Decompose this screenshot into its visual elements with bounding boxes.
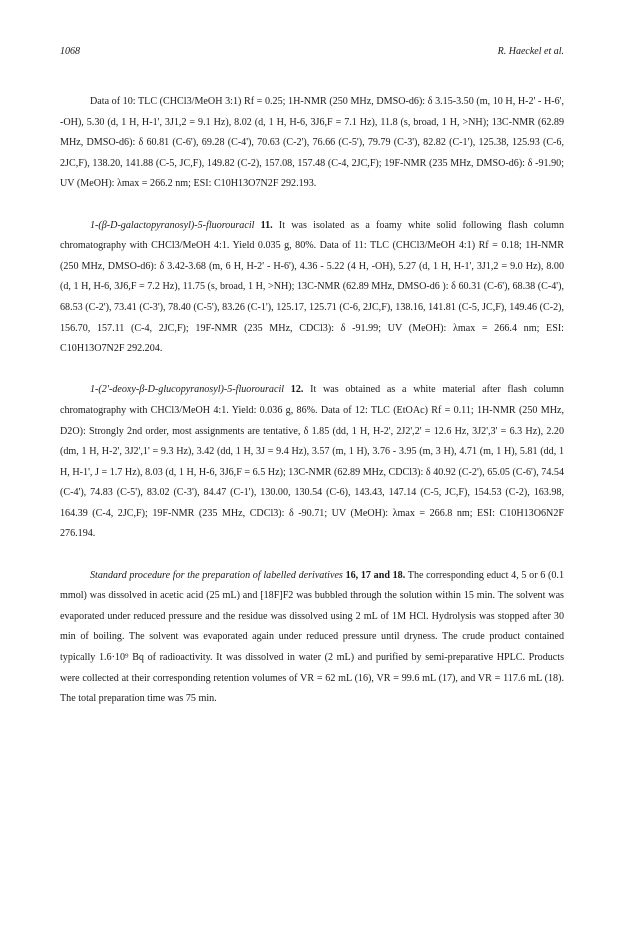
paragraph-text: Data of 10: TLC (CHCl3/MeOH 3:1) Rf = 0.25; 1H-NMR (250 MHz, DMSO-d6): δ 3.15-3.50 (m, 10 H, H-2' - H-6', -OH), 5.30 (d, 1 H, H-1', 3J1,2 = 9.1 Hz), 8.02 (d, 1 H, H-6, 3J6,F = 7.1 Hz), 11.8 (s, broad, 1 H, >NH); 13C-NMR (62.89 MHz, DMSO-d6): δ 60.81 (C-6'), 69.28 (C-4'), 70.63 (C-2'), 76.66 (C-5'), 79.79 (C-3'), 82.82 (C-1'), 125.38, 125.93 (C-6, 2JC,F), 138.20, 141.88 (C-5, JC,F), 149.82 (C-2), 157.08, 157.48 (C-4, 2JC,F); 19F-NMR (235 MHz, DMSO-d6): δ -91.90; UV (MeOH): λmax = 266.2 nm; ESI: C10H13O7N2F 292.193. [60,96,564,190]
paragraph-text: It was isolated as a foamy white solid following flash column chromatography with CHCl3/MeOH 4:1. Yield 0.035 g, 80%. Data of 11: TLC (CHCl3/MeOH 4:1) Rf = 0.18; 1H-NMR (250 MHz, DMSO-d6): δ 3.42-3.68 (m, 6 H, H-2' - H-6'), 4.36 - 5.22 (4 H, -OH), 5.27 (d, 1 H, H-1', 3J1,2 = 9.0 Hz), 8.00 (d, 1 H, H-6, 3J6,F = 7.2 Hz), 11.75 (s, broad, 1 H, >NH); 13C-NMR (62.89 MHz, DMSO-d6 ): δ 60.31 (C-6'), 68.38 (C-4'), 68.53 (C-2'), 73.41 (C-3'), 78.40 (C-5'), 83.26 (C-1'), 125.17, 125.71 (C-6, 2JC,F), 138.16, 141.81 (C-5, JC,F), 149.46 (C-2), 156.70, 157.11 (C-4, 2JC,F); 19F-NMR (235 MHz, CDCl3): δ -91.99; UV (MeOH): λmax = 266.4 nm; ESI: C10H13O7N2F 292.204. [60,219,564,355]
page-header [60,46,564,60]
paragraph-standard-procedure [60,566,564,710]
paragraph-text: The corresponding educt 4, 5 or 6 (0.1 mmol) was dissolved in acetic acid (25 mL) and [18F]F2 was bubbled through the solution within 15 min. The solvent was evaporated under reduced pressure and the residue was dissolved using 2 mL of 1M HCl. Hydrolysis was stopped after 30 min of boiling. The solvent was evaporated again under reduced pressure until dryness. The crude product contained typically 1.6·10⁹ Bq of radioactivity. It was dissolved in water (2 mL) and purified by semi-preparative HPLC. Products were collected at their corresponding retention volumes of VR = 62 mL (16), VR = 99.6 mL (17), and VR = 117.6 mL (18). The total preparation time was 75 min. [60,569,564,705]
paragraph-compound-12 [60,380,564,545]
paragraph-data-of-10 [60,92,564,195]
article-body [60,92,564,710]
compound-title: 1-(β-D-galactopyranosyl)-5-fluorouracil [90,219,255,231]
page-number: 1068 [60,46,80,57]
derivative-numbers: 16, 17 and 18. [345,569,406,581]
compound-title: 1-(2'-deoxy-β-D-glucopyranosyl)-5-fluorouracil [90,384,285,396]
running-head: R. Haeckel et al. [497,46,564,57]
procedure-title: Standard procedure for the preparation of labelled derivatives [90,569,343,581]
compound-number: 11. [260,219,273,231]
paragraph-compound-11 [60,216,564,360]
compound-number: 12. [290,384,304,396]
paragraph-text: It was obtained as a white material after flash column chromatography with CHCl3/MeOH 4:1. Yield: 0.036 g, 86%. Data of 12: TLC (EtOAc) Rf = 0.11; 1H-NMR (250 MHz, D2O): Strongly 2nd order, most assignments are tentative, δ 1.85 (dd, 1 H, H-2', 2J2',2' = 12.6 Hz, 3J2',3' = 6.3 Hz), 2.20 (dm, 1 H, H-2', 3J2',1' = 9.3 Hz), 3.42 (dd, 1 H, 3J = 9.4 Hz), 3.57 (m, 1 H), 3.76 - 3.95 (m, 3 H), 4.71 (m, 1 H), 5.81 (dd, 1 H, H-1', J = 1.7 Hz), 8.03 (d, 1 H, H-6, 3J6,F = 6.5 Hz); 13C-NMR (62.89 MHz, CDCl3): δ 40.92 (C-2'), 65.05 (C-6'), 74.54 (C-4'), 74.83 (C-5'), 83.02 (C-3'), 84.47 (C-1'), 130.00, 130.54 (C-6), 143.43, 147.14 (C-5, JC,F), 154.53 (C-2), 163.98, 164.39 (C-4, 2JC,F); 19F-NMR (235 MHz, CDCl3): δ -90.71; UV (MeOH): λmax = 266.8 nm; ESI: C10H13O6N2F 276.194. [60,384,564,540]
